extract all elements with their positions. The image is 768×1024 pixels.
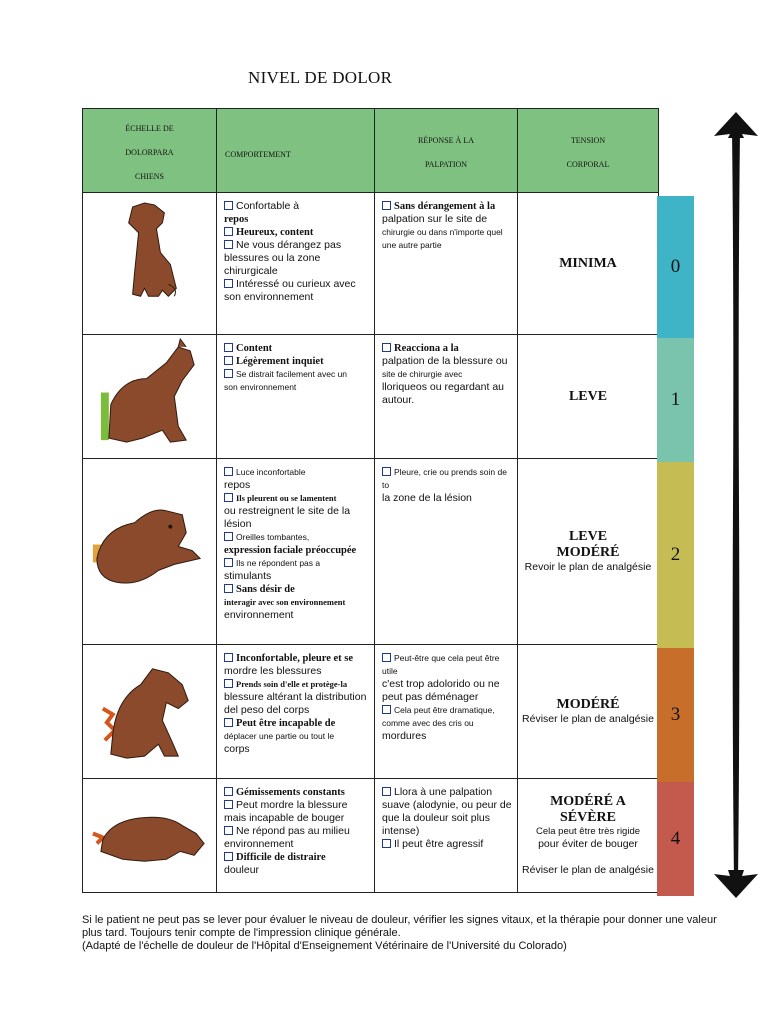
behavior-item: [224, 342, 372, 355]
behavior-text: Confortable à: [236, 200, 300, 212]
behavior-text: Légèrement inquiet: [236, 356, 324, 367]
palpation-text: mordures: [382, 730, 427, 742]
checkbox-icon[interactable]: [224, 343, 233, 352]
palpation-item: [382, 786, 515, 838]
palpation-text: Llora à une palpation suave (alodynie, ou peur de que la douleur soit plus intense): [382, 786, 512, 837]
checkbox-icon[interactable]: [224, 279, 233, 288]
behavior-item: [224, 355, 372, 368]
behavior-text: expression faciale préoccupée: [224, 545, 357, 556]
dog-illustration-cell: [83, 193, 217, 335]
palpation-text: Il peut être agressif: [394, 838, 484, 850]
tension-text: Réviser le plan de analgésie: [522, 864, 654, 876]
behavior-text: Difficile de distraire: [236, 852, 326, 863]
behavior-cell: [217, 645, 375, 779]
checkbox-icon[interactable]: [224, 227, 233, 236]
checkbox-icon[interactable]: [382, 467, 391, 476]
behavior-item: [224, 226, 372, 239]
checkbox-icon[interactable]: [224, 467, 233, 476]
behavior-text: repos: [224, 214, 249, 225]
lying-dog-icon: [83, 779, 216, 892]
behavior-text: ou restreignent le site de la lésion: [224, 505, 351, 530]
pain-level-badge: 0: [657, 196, 694, 338]
behavior-text: blessure altérant la distribution del peso del corps: [224, 691, 367, 716]
behavior-text: Ils ne répondent pas a: [236, 558, 321, 568]
footer-note: Si le patient ne peut pas se lever pour évaluer le niveau de douleur, vérifier les signes vitaux, et la thérapie pour donner une valeur plus tard. Toujours tenir compte de l'impression clinique générale.: [82, 914, 717, 939]
dog-illustration-cell: [83, 779, 217, 893]
dog-illustration-cell: [83, 459, 217, 645]
dog-illustration-cell: [83, 335, 217, 459]
tension-text: SÉVÈRE: [559, 810, 617, 825]
palpation-item: [382, 838, 515, 851]
checkbox-icon[interactable]: [224, 356, 233, 365]
palpation-text: Peut-être que cela peut être utile: [382, 653, 500, 676]
behavior-text: Intéressé ou curieux avec son environnement: [224, 278, 356, 303]
table-row: [83, 645, 659, 779]
checkbox-icon[interactable]: [382, 343, 391, 352]
behavior-cell: [217, 193, 375, 335]
header-palpation: [375, 109, 518, 193]
behavior-item: [224, 583, 372, 622]
palpation-text: palpation de la blessure ou: [382, 355, 508, 367]
behavior-text: Ne vous dérangez pas blessures ou la zone chirurgicale: [224, 239, 342, 277]
palpation-text: la zone de la lésion: [382, 492, 472, 504]
behavior-text: douleur: [224, 864, 260, 876]
tension-text: Réviser le plan de analgésie: [522, 713, 654, 725]
behavior-text: stimulants: [224, 570, 272, 582]
behavior-item: [224, 278, 372, 304]
tension-cell: [518, 779, 659, 893]
behavior-text: Peut être incapable de: [236, 718, 336, 729]
behavior-text: Ne répond pas au milieu environnement: [224, 825, 350, 850]
behavior-text: corps: [224, 743, 250, 755]
header-tension: [518, 109, 659, 193]
table-row: [83, 459, 659, 645]
pain-level-badge: 3: [657, 648, 694, 782]
palpation-cell: [375, 335, 518, 459]
tension-text: LEVE: [568, 388, 608, 404]
checkbox-icon[interactable]: [224, 369, 233, 378]
header-tension-line-1: TENSION: [570, 136, 606, 145]
checkbox-icon[interactable]: [382, 839, 391, 848]
checkbox-icon[interactable]: [224, 679, 233, 688]
palpation-item: [382, 704, 515, 743]
behavior-item: [224, 786, 372, 799]
pain-level-badge: 4: [657, 782, 694, 896]
footer-source: (Adapté de l'échelle de douleur de l'Hôpital d'Enseignement Vétérinaire de l'Université du Colorado): [82, 940, 567, 952]
checkbox-icon[interactable]: [382, 201, 391, 210]
table-row: [83, 335, 659, 459]
tension-text: [518, 851, 658, 864]
checkbox-icon[interactable]: [224, 653, 233, 662]
palpation-text: chirurgie ou dans n'importe quel une autre partie: [382, 227, 503, 250]
tension-text: LEVE: [568, 529, 608, 544]
palpation-text: palpation sur le site de: [382, 213, 488, 225]
checkbox-icon[interactable]: [224, 532, 233, 541]
palpation-cell: [375, 459, 518, 645]
behavior-item: [224, 557, 372, 583]
palpation-item: [382, 200, 515, 252]
tension-text: MODÉRÉ: [556, 545, 620, 560]
sitting-dog-icon: [83, 193, 216, 334]
table-row: [83, 193, 659, 335]
behavior-cell: [217, 779, 375, 893]
curled-dog-icon: [83, 459, 216, 644]
behavior-text: Oreilles tombantes,: [236, 532, 310, 542]
header-palpation-line-1: RÉPONSE À LA: [417, 136, 474, 145]
checkbox-icon[interactable]: [224, 240, 233, 249]
behavior-text: Inconfortable, pleure et se: [236, 653, 354, 664]
behavior-item: [224, 678, 372, 717]
palpation-text: Cela peut être dramatique,: [394, 705, 495, 715]
behavior-item: [224, 717, 372, 756]
tension-cell: [518, 459, 659, 645]
behavior-text: repos: [224, 479, 251, 491]
checkbox-icon[interactable]: [382, 653, 391, 662]
tension-text: pour éviter de bouger: [538, 838, 638, 850]
header-scale-line-3: CHIENS: [135, 172, 164, 181]
table-body: [83, 193, 659, 893]
checkbox-icon[interactable]: [382, 705, 391, 714]
tension-text: Cela peut être très rigide: [535, 826, 641, 837]
palpation-cell: [375, 779, 518, 893]
palpation-item: [382, 466, 515, 505]
header-palpation-line-2: PALPATION: [424, 160, 468, 169]
hunched-dog-icon: [83, 645, 216, 778]
behavior-item: [224, 851, 372, 877]
checkbox-icon[interactable]: [224, 493, 233, 502]
behavior-text: mordre les blessures: [224, 665, 322, 677]
behavior-item: [224, 368, 372, 394]
behavior-cell: [217, 459, 375, 645]
behavior-text: Se distrait facilement avec un: [236, 369, 348, 379]
worried-dog-icon: [83, 335, 216, 458]
behavior-text: Gémissements constants: [236, 787, 345, 798]
checkbox-icon[interactable]: [224, 800, 233, 809]
pain-level-badge: 2: [657, 462, 694, 648]
palpation-text: lloriqueos ou regardant au autour.: [382, 381, 505, 406]
behavior-text: Heureux, content: [236, 227, 314, 238]
header-row: [83, 109, 659, 193]
checkbox-icon[interactable]: [224, 558, 233, 567]
behavior-text: Luce inconfortable: [236, 467, 306, 477]
header-behavior: COMPORTEMENT: [217, 109, 375, 193]
pain-scale-table: [82, 108, 659, 893]
behavior-item: [224, 239, 372, 278]
behavior-item: [224, 492, 372, 531]
checkbox-icon[interactable]: [224, 718, 233, 727]
footer-notes: [82, 914, 722, 953]
tension-cell: [518, 335, 659, 459]
tension-text: MODÉRÉ A: [550, 794, 626, 809]
palpation-cell: [375, 645, 518, 779]
palpation-text: Sans dérangement à la: [394, 201, 496, 212]
behavior-text: interagir avec son environnement: [224, 597, 346, 607]
checkbox-icon[interactable]: [224, 201, 233, 210]
table-row: [83, 779, 659, 893]
checkbox-icon[interactable]: [224, 584, 233, 593]
palpation-item: [382, 342, 515, 407]
palpation-text: Reacciona a la: [394, 343, 459, 354]
palpation-text: Pleure, crie ou prends soin de to: [382, 467, 507, 490]
checkbox-icon[interactable]: [224, 787, 233, 796]
checkbox-icon[interactable]: [224, 826, 233, 835]
header-scale-line-2: DOLORPARA: [125, 148, 174, 157]
checkbox-icon[interactable]: [224, 852, 233, 861]
behavior-item: [224, 799, 372, 825]
behavior-text: Prends soin d'elle et protège-la: [236, 679, 348, 689]
behavior-text: son environnement: [224, 382, 297, 392]
behavior-text: environnement: [224, 609, 294, 621]
tension-text: MINIMA: [559, 255, 617, 271]
header-scale-line-1: ÉCHELLE DE: [125, 124, 174, 133]
behavior-cell: [217, 335, 375, 459]
palpation-text: comme avec des cris ou: [382, 718, 474, 728]
behavior-text: Ils pleurent ou se lamentent: [236, 493, 337, 503]
double-arrow-icon: [704, 104, 768, 904]
palpation-item: [382, 652, 515, 704]
palpation-text: site de chirurgie avec: [382, 369, 463, 379]
dog-illustration-cell: [83, 645, 217, 779]
behavior-text: Peut mordre la blessure mais incapable de bouger: [224, 799, 348, 824]
page-title: NIVEL DE DOLOR: [248, 68, 393, 87]
behavior-text: Sans désir de: [236, 584, 295, 595]
behavior-text: Content: [236, 343, 273, 354]
behavior-item: [224, 531, 372, 557]
tension-cell: [518, 645, 659, 779]
behavior-item: [224, 825, 372, 851]
tension-text: MODÉRÉ: [556, 697, 620, 712]
behavior-item: [224, 652, 372, 678]
checkbox-icon[interactable]: [382, 787, 391, 796]
header-scale: [83, 109, 217, 193]
behavior-text: déplacer une partie ou tout le: [224, 731, 335, 741]
palpation-cell: [375, 193, 518, 335]
palpation-text: c'est trop adolorido ou ne peut pas déménager: [382, 678, 500, 703]
pain-level-badge: 1: [657, 338, 694, 462]
tension-text: Revoir le plan de analgésie: [524, 561, 652, 573]
header-tension-line-2: CORPORAL: [566, 160, 610, 169]
behavior-item: [224, 200, 372, 226]
behavior-item: [224, 466, 372, 492]
tension-cell: [518, 193, 659, 335]
